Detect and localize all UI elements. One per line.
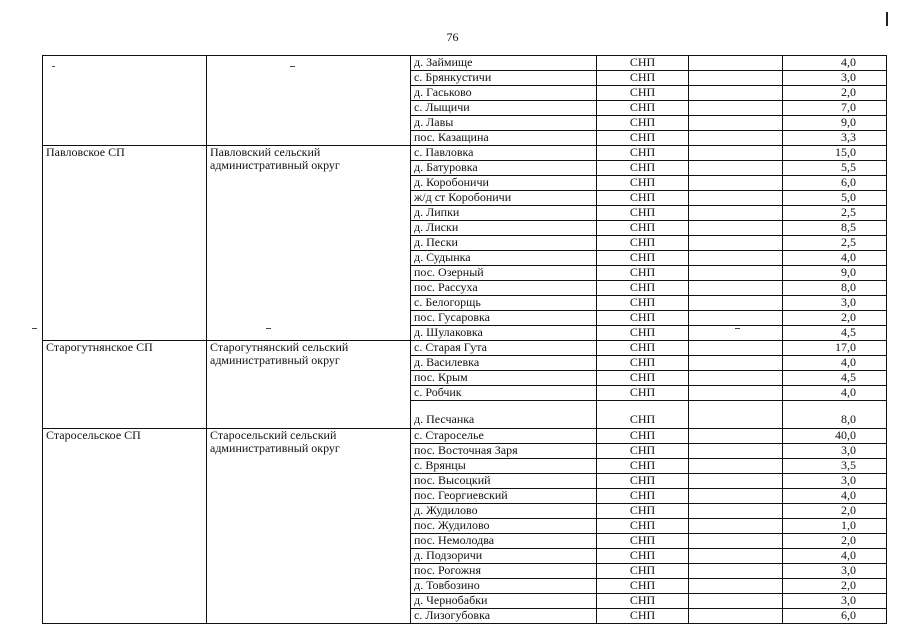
table-row (43, 146, 887, 161)
empty-cell (689, 356, 783, 371)
locality-type-cell: СНП (597, 326, 689, 341)
locality-type-cell: СНП (597, 281, 689, 296)
locality-name-cell: д. Песчанка (411, 401, 597, 429)
margin-mark (886, 12, 888, 26)
empty-cell (689, 311, 783, 326)
locality-type-cell: СНП (597, 371, 689, 386)
locality-type-cell: СНП (597, 116, 689, 131)
locality-type-cell: СНП (597, 609, 689, 624)
locality-name-cell: д. Подзоричи (411, 549, 597, 564)
locality-type-cell: СНП (597, 176, 689, 191)
empty-cell (689, 221, 783, 236)
empty-cell (689, 371, 783, 386)
locality-type-cell: СНП (597, 386, 689, 401)
locality-type-cell: СНП (597, 296, 689, 311)
empty-cell (689, 386, 783, 401)
empty-cell (689, 116, 783, 131)
locality-name-cell: пос. Крым (411, 371, 597, 386)
value-cell: 17,0 (783, 341, 887, 356)
locality-name-cell: д. Товбозино (411, 579, 597, 594)
value-cell: 1,0 (783, 519, 887, 534)
empty-cell (689, 534, 783, 549)
value-cell: 3,0 (783, 594, 887, 609)
empty-cell (689, 266, 783, 281)
value-cell: 9,0 (783, 116, 887, 131)
locality-type-cell: СНП (597, 356, 689, 371)
settlement-cell: Павловское СП (43, 146, 207, 341)
value-cell: 6,0 (783, 609, 887, 624)
empty-cell (689, 489, 783, 504)
value-cell: 3,0 (783, 71, 887, 86)
locality-name-cell: пос. Озерный (411, 266, 597, 281)
value-cell: 3,0 (783, 444, 887, 459)
district-cell: Старосельский сельский административный округ (207, 429, 411, 624)
value-cell: 3,3 (783, 131, 887, 146)
value-cell: 5,5 (783, 161, 887, 176)
locality-type-cell: СНП (597, 71, 689, 86)
value-cell: 7,0 (783, 101, 887, 116)
locality-name-cell: пос. Казащина (411, 131, 597, 146)
locality-type-cell: СНП (597, 341, 689, 356)
district-cell: Павловский сельский административный округ (207, 146, 411, 341)
scan-speck (32, 328, 37, 329)
value-cell: 4,5 (783, 326, 887, 341)
value-cell: 4,0 (783, 386, 887, 401)
locality-type-cell: СНП (597, 401, 689, 429)
locality-name-cell: с. Врянцы (411, 459, 597, 474)
locality-name-cell: с. Лизогубовка (411, 609, 597, 624)
locality-name-cell: с. Старая Гута (411, 341, 597, 356)
locality-name-cell: д. Липки (411, 206, 597, 221)
locality-name-cell: пос. Георгиевский (411, 489, 597, 504)
empty-cell (689, 146, 783, 161)
empty-cell (689, 71, 783, 86)
locality-name-cell: д. Лиски (411, 221, 597, 236)
locality-name-cell: д. Лавы (411, 116, 597, 131)
empty-cell (689, 191, 783, 206)
settlement-cell: Старосельское СП (43, 429, 207, 624)
value-cell: 5,0 (783, 191, 887, 206)
locality-name-cell: ж/д ст Коробоничи (411, 191, 597, 206)
empty-cell (689, 519, 783, 534)
locality-type-cell: СНП (597, 251, 689, 266)
locality-name-cell: д. Займище (411, 56, 597, 71)
value-cell: 2,5 (783, 206, 887, 221)
table-row (43, 56, 887, 71)
district-cell: Старогутнянский сельский административный округ (207, 341, 411, 429)
value-cell: 6,0 (783, 176, 887, 191)
locality-type-cell: СНП (597, 146, 689, 161)
empty-cell (689, 609, 783, 624)
locality-name-cell: с. Староселье (411, 429, 597, 444)
locality-name-cell: д. Судынка (411, 251, 597, 266)
empty-cell (689, 549, 783, 564)
empty-cell (689, 86, 783, 101)
value-cell: 2,0 (783, 579, 887, 594)
value-cell: 8,0 (783, 281, 887, 296)
locality-type-cell: СНП (597, 519, 689, 534)
empty-cell (689, 206, 783, 221)
locality-name-cell: пос. Высоцкий (411, 474, 597, 489)
locality-type-cell: СНП (597, 101, 689, 116)
locality-name-cell: д. Пески (411, 236, 597, 251)
value-cell: 4,5 (783, 371, 887, 386)
empty-cell (689, 176, 783, 191)
locality-name-cell: д. Чернобабки (411, 594, 597, 609)
locality-name-cell: д. Жудилово (411, 504, 597, 519)
locality-type-cell: СНП (597, 221, 689, 236)
page-number: 76 (446, 30, 459, 44)
locality-name-cell: пос. Немолодва (411, 534, 597, 549)
locality-name-cell: с. Робчик (411, 386, 597, 401)
value-cell: 9,0 (783, 266, 887, 281)
value-cell: 4,0 (783, 56, 887, 71)
locality-type-cell: СНП (597, 266, 689, 281)
empty-cell (689, 564, 783, 579)
empty-cell (689, 444, 783, 459)
value-cell: 2,5 (783, 236, 887, 251)
locality-name-cell: пос. Жудилово (411, 519, 597, 534)
settlements-table (42, 55, 887, 624)
settlement-cell: Старогутнянское СП (43, 341, 207, 429)
value-cell: 4,0 (783, 356, 887, 371)
district-cell (207, 56, 411, 146)
locality-name-cell: с. Павловка (411, 146, 597, 161)
locality-name-cell: д. Гаськово (411, 86, 597, 101)
empty-cell (689, 251, 783, 266)
table-body (43, 56, 887, 624)
empty-cell (689, 236, 783, 251)
value-cell: 15,0 (783, 146, 887, 161)
locality-type-cell: СНП (597, 444, 689, 459)
locality-type-cell: СНП (597, 56, 689, 71)
locality-name-cell: с. Брянкустичи (411, 71, 597, 86)
value-cell: 8,5 (783, 221, 887, 236)
empty-cell (689, 579, 783, 594)
table-row (43, 429, 887, 444)
locality-type-cell: СНП (597, 564, 689, 579)
empty-cell (689, 459, 783, 474)
locality-type-cell: СНП (597, 161, 689, 176)
locality-type-cell: СНП (597, 534, 689, 549)
value-cell: 3,5 (783, 459, 887, 474)
locality-name-cell: пос. Рогожня (411, 564, 597, 579)
empty-cell (689, 429, 783, 444)
value-cell: 4,0 (783, 251, 887, 266)
value-cell: 3,0 (783, 564, 887, 579)
locality-type-cell: СНП (597, 236, 689, 251)
locality-type-cell: СНП (597, 474, 689, 489)
locality-type-cell: СНП (597, 579, 689, 594)
locality-type-cell: СНП (597, 429, 689, 444)
locality-type-cell: СНП (597, 86, 689, 101)
locality-type-cell: СНП (597, 549, 689, 564)
empty-cell (689, 504, 783, 519)
locality-type-cell: СНП (597, 206, 689, 221)
value-cell: 8,0 (783, 401, 887, 429)
locality-name-cell: с. Лыщичи (411, 101, 597, 116)
value-cell: 4,0 (783, 549, 887, 564)
empty-cell (689, 56, 783, 71)
locality-name-cell: пос. Рассуха (411, 281, 597, 296)
empty-cell (689, 594, 783, 609)
value-cell: 40,0 (783, 429, 887, 444)
locality-type-cell: СНП (597, 191, 689, 206)
value-cell: 3,0 (783, 474, 887, 489)
locality-name-cell: с. Белогорщь (411, 296, 597, 311)
empty-cell (689, 296, 783, 311)
value-cell: 2,0 (783, 534, 887, 549)
locality-type-cell: СНП (597, 459, 689, 474)
empty-cell (689, 474, 783, 489)
locality-type-cell: СНП (597, 504, 689, 519)
locality-type-cell: СНП (597, 489, 689, 504)
table-row (43, 341, 887, 356)
empty-cell (689, 131, 783, 146)
value-cell: 2,0 (783, 86, 887, 101)
locality-type-cell: СНП (597, 131, 689, 146)
value-cell: 4,0 (783, 489, 887, 504)
locality-type-cell: СНП (597, 311, 689, 326)
empty-cell (689, 401, 783, 429)
empty-cell (689, 326, 783, 341)
value-cell: 2,0 (783, 311, 887, 326)
empty-cell (689, 281, 783, 296)
empty-cell (689, 341, 783, 356)
locality-type-cell: СНП (597, 594, 689, 609)
value-cell: 2,0 (783, 504, 887, 519)
empty-cell (689, 161, 783, 176)
locality-name-cell: д. Батуровка (411, 161, 597, 176)
locality-name-cell: пос. Гусаровка (411, 311, 597, 326)
settlement-cell (43, 56, 207, 146)
locality-name-cell: д. Коробоничи (411, 176, 597, 191)
locality-name-cell: пос. Восточная Заря (411, 444, 597, 459)
value-cell: 3,0 (783, 296, 887, 311)
locality-name-cell: д. Василевка (411, 356, 597, 371)
empty-cell (689, 101, 783, 116)
locality-name-cell: д. Шулаковка (411, 326, 597, 341)
